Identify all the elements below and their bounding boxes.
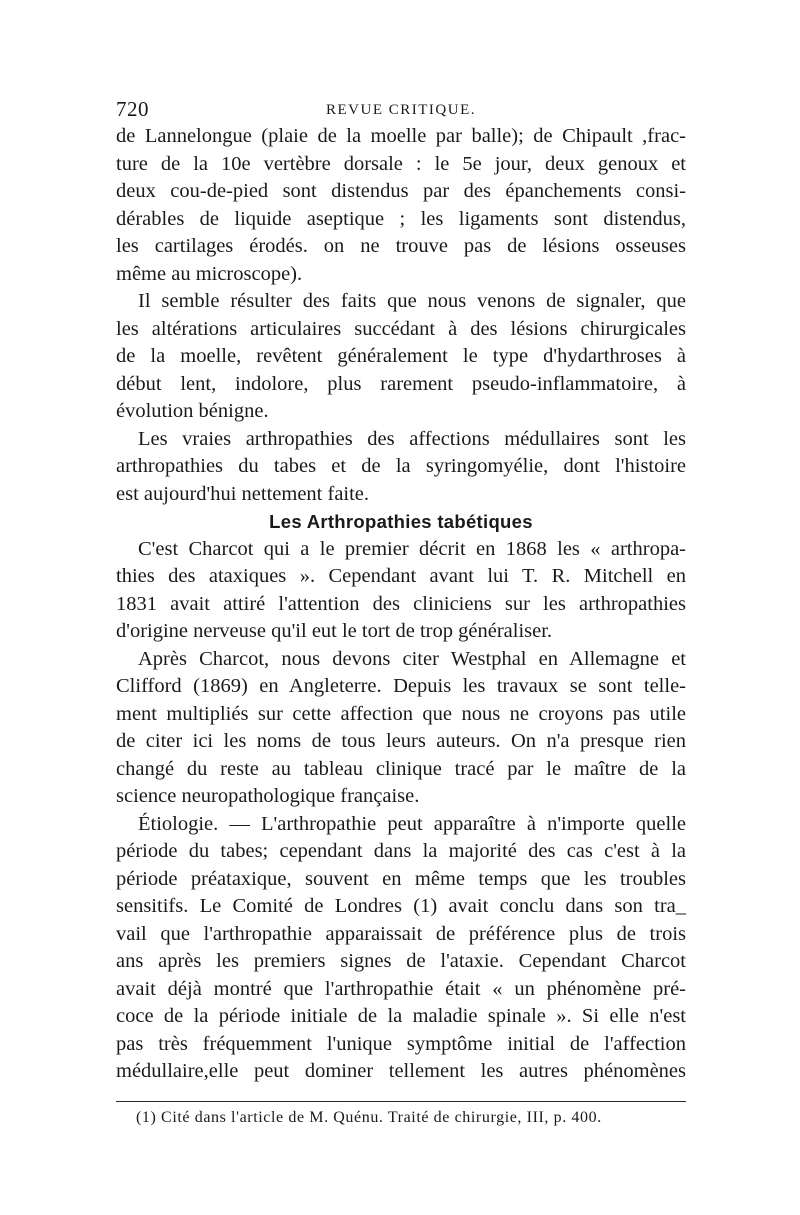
text-line: vail que l'arthropathie apparaissait de préférence plus de trois xyxy=(116,922,686,945)
footnote-divider xyxy=(116,1101,686,1102)
footnote: (1) Cité dans l'article de M. Quénu. Traité de chirurgie, III, p. 400. xyxy=(136,1109,602,1126)
page-header xyxy=(116,96,686,126)
text-line: science neuropathologique française. xyxy=(116,785,420,807)
text-line: de citer ici les noms de tous leurs auteurs. On n'a presque rien xyxy=(116,730,686,752)
text-line: dérables de liquide aseptique ; les ligaments sont distendus, xyxy=(116,207,686,230)
text-line: C'est Charcot qui a le premier décrit en 1868 les « arthropa- xyxy=(138,537,686,560)
text-line: est aujourd'hui nettement faite. xyxy=(116,482,370,505)
text-line: sensitifs. Le Comité de Londres (1) avait conclu dans son tra_ xyxy=(116,895,686,917)
text-line: évolution bénigne. xyxy=(116,400,269,422)
text-line: avait déjà montré que l'arthropathie était « un phénomène pré- xyxy=(116,977,686,1000)
section-heading: Les Arthropathies tabétiques xyxy=(269,511,533,532)
text-line: Étiologie. — L'arthropathie peut apparaître à n'importe quelle xyxy=(138,812,686,835)
text-line: les cartilages érodés. on ne trouve pas de lésions osseuses xyxy=(116,235,686,257)
text-line: médullaire,elle peut dominer tellement les autres phénomènes xyxy=(116,1060,686,1082)
text-line: arthropathies du tabes et de la syringomyélie, dont l'histoire xyxy=(116,455,686,477)
text-line: pas très fréquemment l'unique symptôme initial de l'affection xyxy=(116,1032,686,1055)
text-line: même au microscope). xyxy=(116,262,303,285)
text-line: Les vraies arthropathies des affections médullaires sont les xyxy=(138,427,686,450)
text-line: Après Charcot, nous devons citer Westphal en Allemagne et xyxy=(138,647,686,670)
text-line: Clifford (1869) en Angleterre. Depuis les travaux se sont telle- xyxy=(116,675,686,697)
text-line: les altérations articulaires succédant à des lésions chirurgicales xyxy=(116,317,686,340)
text-line: 1831 avait attiré l'attention des cliniciens sur les arthropathies xyxy=(116,592,686,615)
text-line: période préataxique, souvent en même temps que les troubles xyxy=(116,867,686,890)
text-line: ture de la 10e vertèbre dorsale : le 5e jour, deux genoux et xyxy=(116,152,686,175)
text-line: de Lannelongue (plaie de la moelle par balle); de Chipault ,frac- xyxy=(116,125,686,147)
text-line: changé du reste au tableau clinique tracé par le maître de la xyxy=(116,757,686,780)
page-number: 720 xyxy=(116,97,149,121)
text-line: d'origine nerveuse qu'il eut le tort de trop généraliser. xyxy=(116,620,553,642)
text-line: Il semble résulter des faits que nous venons de signaler, que xyxy=(138,290,686,312)
running-head: REVUE CRITIQUE. xyxy=(326,102,476,118)
text-line: de la moelle, revêtent généralement le type d'hydarthroses à xyxy=(116,345,686,367)
text-line: ment multipliés sur cette affection que nous ne croyons pas utile xyxy=(116,702,686,725)
text-line: début lent, indolore, plus rarement pseudo-inflammatoire, à xyxy=(116,372,686,395)
text-line: thies des ataxiques ». Cependant avant lui T. R. Mitchell en xyxy=(116,565,686,587)
body-text xyxy=(116,123,686,1086)
text-line: deux cou-de-pied sont distendus par des épanchements consi- xyxy=(116,180,686,202)
text-line: coce de la période initiale de la maladie spinale ». Si elle n'est xyxy=(116,1005,686,1027)
text-line: période du tabes; cependant dans la majorité des cas c'est à la xyxy=(116,840,686,862)
text-line: ans après les premiers signes de l'ataxie. Cependant Charcot xyxy=(116,950,686,972)
